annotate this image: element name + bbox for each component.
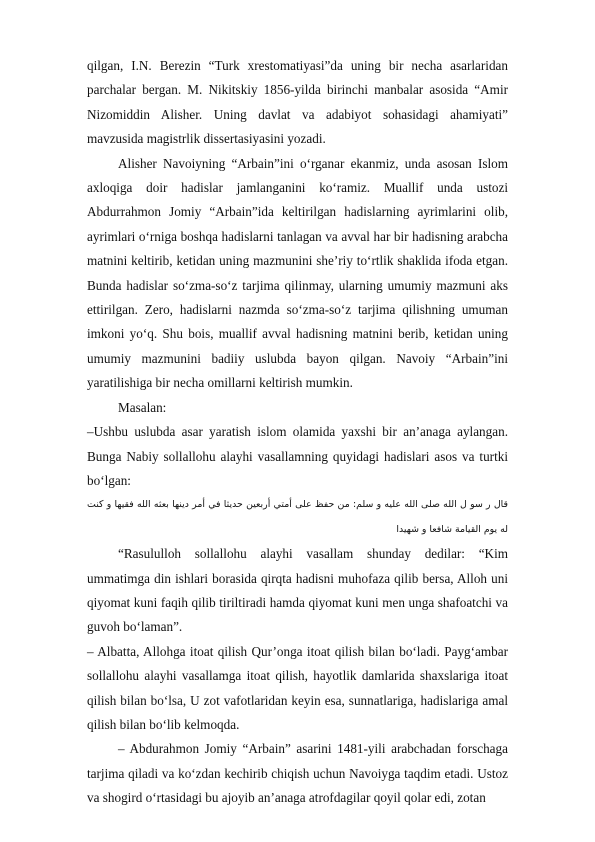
paragraph-masalan: Masalan:: [118, 399, 167, 415]
paragraph-hadith-translation: “Rasululloh sollallohu alayhi vasallam shunday dedilar: “Kim ummatimga din ishlari borasida qirqta hadisni muhofaza qilib bersa, Alloh uni qiyomat kuni faqih qilib tiriltiradi hamda qiyomat kuni men unga shafoatchi va guvoh bo‘laman”.: [87, 546, 508, 635]
document-page: [87, 54, 508, 811]
paragraph-itoat: – Albatta, Allohga itoat qilish Qur’onga itoat qilish bilan bo‘ladi. Payg‘ambar sollallohu alayhi vasallamga itoat qilish, hayotlik damlarida shaxslariga itoat qilish bilan bo‘lsa, U zot vafotlaridan keyin esa, sunnatlariga, hadislariga amal qilish bilan bo‘lib kelmoqda.: [87, 643, 508, 732]
paragraph-uslub: –Ushbu uslubda asar yaratish islom olamida yaxshi bir an’anaga aylangan. Bunga Nabiy sollallohu alayhi vasallamning quyidagi hadislari asos va turtki bo‘lgan:: [87, 424, 508, 488]
paragraph-jomiy: – Abdurahmon Jomiy “Arbain” asarini 1481-yili arabchadan forschaga tarjima qiladi va ko‘zdan kechirib chiqish uchun Navoiyga taqdim etadi. Ustoz va shogird o‘rtasidagi bu ajoyib an’anaga atrofdagilar qoyil qolar edi, zotan: [87, 741, 508, 806]
paragraph-berezin: qilgan, I.N. Berezin “Turk xrestomatiyasi”da uning bir necha asarlaridan parchalar bergan. M. Nikitskiy 1856-yilda birinchi manbalar asosida “Amir Nizomiddin Alisher. Uning davlat va adabiyot sohasidagi ahamiyati” mavzusida magistrlik dissertasiyasini yozadi.: [87, 58, 508, 147]
paragraph-arbain-study: Alisher Navoiyning “Arbain”ini o‘rganar ekanmiz, unda asosan Islom axloqiga doir hadislar jamlanganini ko‘ramiz. Muallif unda ustozi Abdurrahmon Jomiy “Arbain”ida keltirilgan hadislarning ayrimlarini olib, ayrimlari o‘rniga boshqa hadislarni tanlagan va avval har bir hadisning arabcha matnini keltirib, ketidan uning mazmunini she’riy to‘rtlik shaklida ifoda etgan. Bunda hadislar so‘zma-so‘z tarjima qilinmay, ularning umumiy mazmuni aks ettirilgan. Zero, hadislarni nazmda so‘zma-so‘z tarjima qilishning umuman imkoni yo‘q. Shu bois, muallif avval hadisning matnini berib, ketidan uning umumiy mazmunini badiiy uslubda bayon qilgan. Navoiy “Arbain”ini yaratilishiga bir necha omillarni keltirish mumkin.: [87, 155, 508, 391]
arabic-hadith: قال ر سو ل الله صلى الله عليه و سلم: من حفظ على أمتي أربعين حديثا في أمر دينها بعثه الله فقيها و كنت له يوم القيامة شافعا و شهيدا: [87, 499, 508, 535]
